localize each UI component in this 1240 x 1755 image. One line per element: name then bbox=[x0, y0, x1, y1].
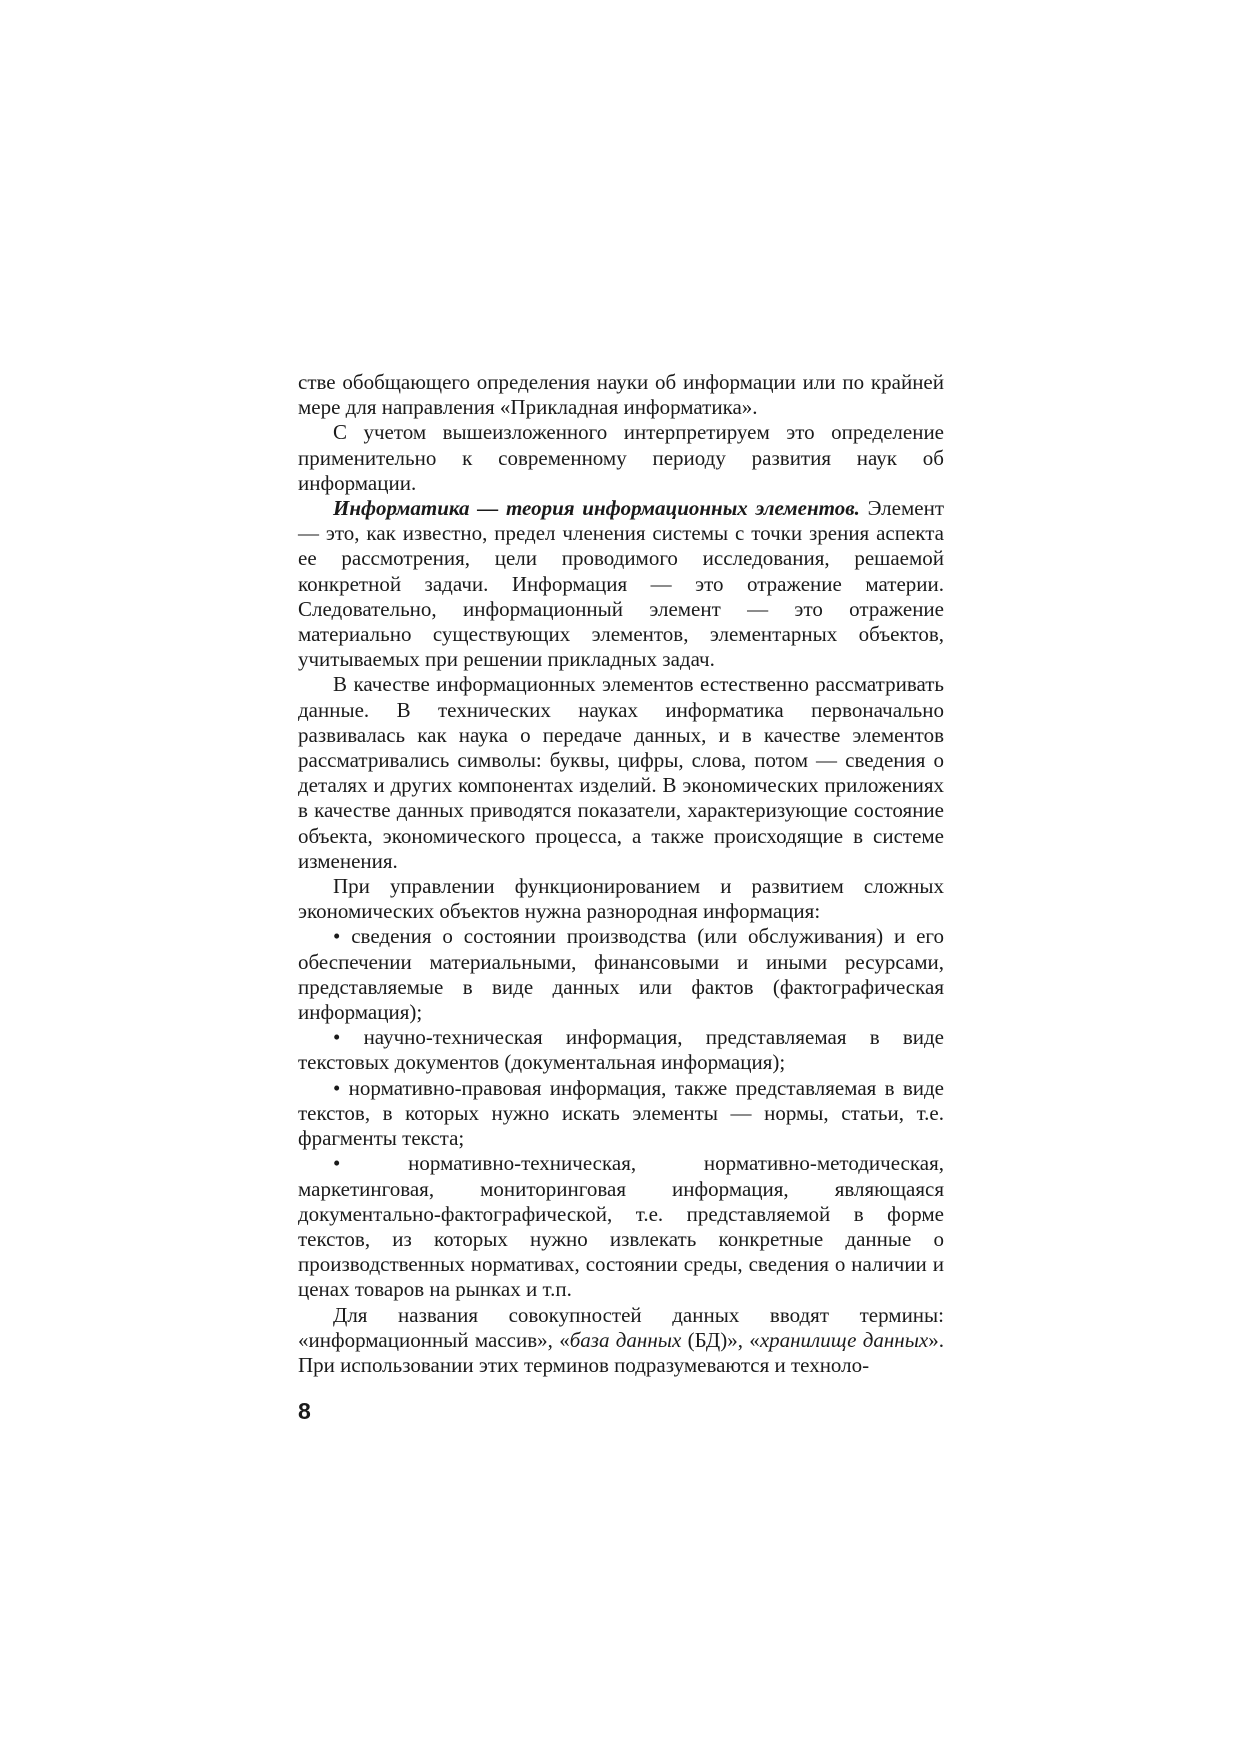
paragraph-3-rest: Элемент — это, как известно, предел членения системы с точки зрения аспекта ее рассмотрения, цели проводимого исследования, решаемой конкретной задачи. Информация — это отражение материи. Следовательно, информационный элемент — это отражение материально существующих элементов, элементарных объектов, учитываемых при решении прикладных задач. bbox=[298, 496, 944, 672]
paragraph-6-part-b: (БД)», « bbox=[681, 1327, 760, 1352]
paragraph-3 bbox=[298, 496, 944, 672]
bullet-item-3: • нормативно-правовая информация, также представляемая в виде текстов, в которых нужно искать элементы — нормы, статьи, т.е. фрагменты текста; bbox=[298, 1075, 944, 1151]
paragraph-1: стве обобщающего определения науки об информации или по крайней мере для направления «Прикладная информатика». bbox=[298, 370, 944, 420]
paragraph-6 bbox=[298, 1303, 944, 1379]
page-body bbox=[298, 370, 944, 1378]
paragraph-2: С учетом вышеизложенного интерпретируем это определение применительно к современному периоду развития наук об информации. bbox=[298, 420, 944, 495]
page-number: 8 bbox=[298, 1398, 311, 1424]
term-data-warehouse: хранилище данных bbox=[759, 1327, 929, 1352]
paragraph-6-part-c: ». При использовании этих терминов подразумеваются и техноло- bbox=[298, 1327, 944, 1377]
bullet-item-1: • сведения о состоянии производства (или обслуживания) и его обеспечении материальными, финансовыми и иными ресурсами, представляемые в виде данных или фактов (фактографическая информация); bbox=[298, 924, 944, 1025]
bullet-item-2: • научно-техническая информация, представляемая в виде текстовых документов (документальная информация); bbox=[298, 1025, 944, 1075]
paragraph-5: При управлении функционированием и развитием сложных экономических объектов нужна разнородная информация: bbox=[298, 874, 944, 924]
paragraph-3-lead: Информатика — теория информационных элементов. bbox=[333, 496, 860, 521]
paragraph-4: В качестве информационных элементов естественно рассматривать данные. В технических науках информатика первоначально развивалась как наука о передаче данных, и в качестве элементов рассматривались символы: буквы, цифры, слова, потом — сведения о деталях и других компонентах изделий. В экономических приложениях в качестве данных приводятся показатели, характеризующие состояние объекта, экономического процесса, а также происходящие в системе изменения. bbox=[298, 672, 944, 873]
term-database: база данных bbox=[569, 1327, 682, 1352]
bullet-item-4: • нормативно-техническая, нормативно-методическая, маркетинговая, мониторинговая информация, являющаяся документально-фактографической, т.е. представляемой в форме текстов, из которых нужно извлекать конкретные данные о производственных нормативах, состоянии среды, сведения о наличии и ценах товаров на рынках и т.п. bbox=[298, 1151, 944, 1302]
paragraph-6-part-a: Для названия совокупностей данных вводят термины: «информационный массив», « bbox=[298, 1302, 944, 1352]
